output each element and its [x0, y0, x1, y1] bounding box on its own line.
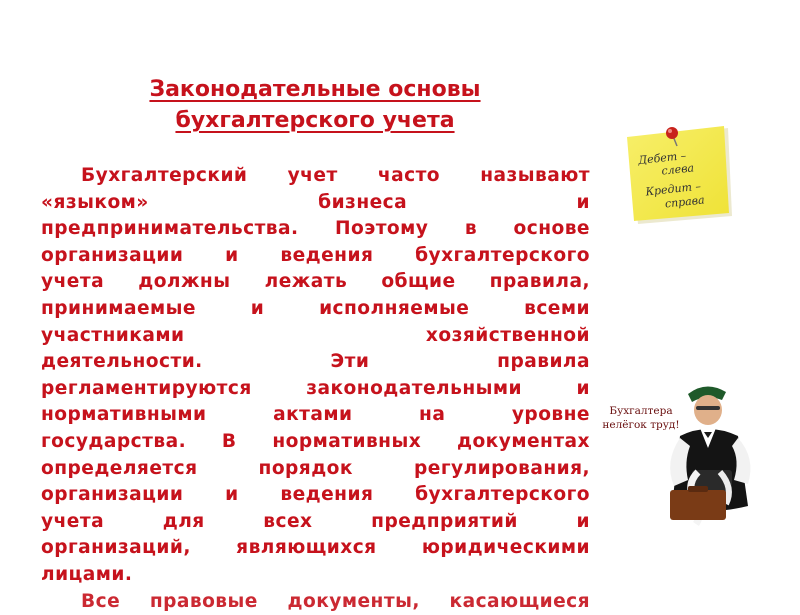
accountant-image [588, 376, 788, 526]
body-line: учета для всех предприятий и [41, 509, 590, 536]
sticky-line-3: Кредит – [644, 180, 702, 199]
body-line: деятельности. Эти правила [41, 349, 590, 376]
briefcase-icon [670, 490, 726, 520]
body-line-partial: Все правовые документы, касающиеся [41, 589, 590, 615]
body-line: предпринимательства. Поэтому в основе [41, 216, 590, 243]
body-line: организации и ведения бухгалтерского [41, 243, 590, 270]
sticky-line-1: Дебет – [637, 149, 688, 167]
body-line: лицами. [41, 562, 590, 589]
caption-line-1: Бухгалтера [592, 404, 690, 418]
body-line: регламентируются законодательными и [41, 376, 590, 403]
body-paragraph [41, 163, 590, 600]
slide-title [60, 74, 570, 136]
body-line: участниками хозяйственной [41, 323, 590, 350]
body-line: Бухгалтерский учет часто называют [41, 163, 590, 190]
caption-line-2: нелёгок труд! [592, 418, 690, 432]
sticky-line-2: слева [661, 161, 695, 177]
body-line: «языком» бизнеса и [41, 190, 590, 217]
body-line: организации и ведения бухгалтерского [41, 482, 590, 509]
body-line: принимаемые и исполняемые всеми [41, 296, 590, 323]
body-line: организаций, являющихся юридическими [41, 535, 590, 562]
accountant-caption [592, 404, 690, 432]
title-line-2: бухгалтерского учета [60, 105, 570, 136]
body-line: нормативными актами на уровне [41, 402, 590, 429]
glasses-icon [696, 406, 720, 410]
body-line: государства. В нормативных документах [41, 429, 590, 456]
title-line-1: Законодательные основы [60, 74, 570, 105]
body-line: определяется порядок регулирования, [41, 456, 590, 483]
body-line: учета должны лежать общие правила, [41, 269, 590, 296]
sticky-note-image [622, 120, 734, 230]
sticky-line-4: справа [664, 193, 705, 210]
